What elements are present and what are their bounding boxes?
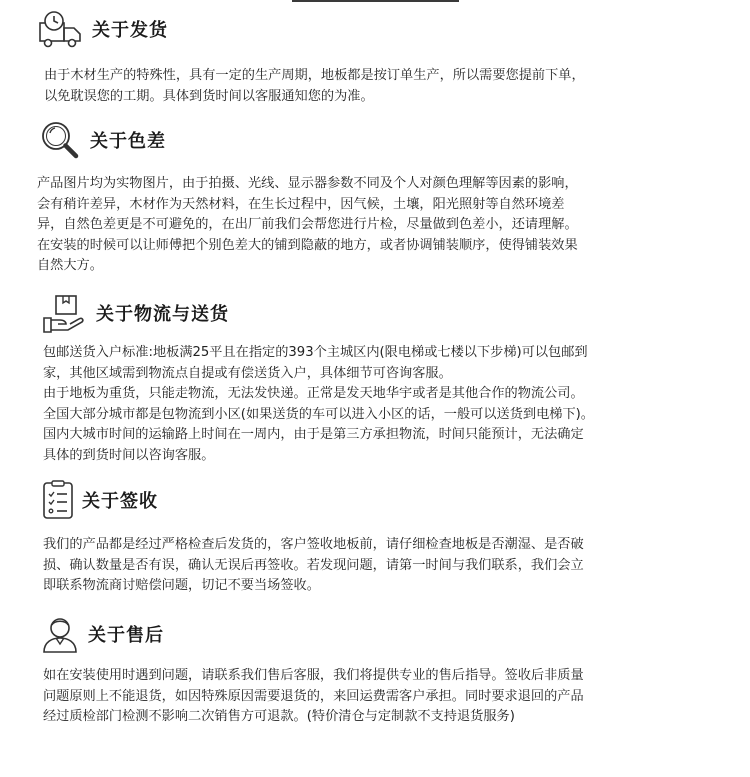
paragraph-line: 我们的产品都是经过严格检查后发货的，客户签收地板前，请仔细检查地板是否潮湿、是否破 (43, 537, 584, 552)
paragraph-line: 以免耽误您的工期。具体到货时间以客服通知您的为准。 (44, 88, 374, 104)
section-aftersale-body (43, 666, 584, 728)
section-title: 关于色差 (90, 131, 166, 152)
paragraph-line: 经过质检部门检测不影响二次销售方可退款。(特价清仓与定制款不支持退货服务) (43, 709, 515, 724)
paragraph-line: 如在安装使用时遇到问题，请联系我们售后客服，我们将提供专业的售后指导。签收后非质量 (43, 668, 584, 683)
section-logistics-header (42, 292, 229, 334)
section-color-header (38, 118, 166, 162)
magnifier-icon (38, 118, 82, 162)
paragraph-line: 即联系物流商讨赔偿问题，切记不要当场签收。 (43, 578, 320, 593)
paragraph-line: 家，其他区域需到物流点自提或有偿送货入户，具体细节可咨询客服。 (43, 365, 452, 381)
paragraph-line: 由于木材生产的特殊性，具有一定的生产周期，地板都是按订单生产，所以需要您提前下单， (44, 68, 585, 83)
paragraph-line: 国内大城市时间的运输路上时间在一周内，由于是第三方承担物流，时间只能预计，无法确定 (43, 427, 584, 442)
section-logistics-body (43, 343, 594, 466)
section-shipping-header (38, 9, 168, 49)
section-title: 关于售后 (88, 625, 164, 646)
user-service-icon (40, 614, 80, 654)
paragraph-line: 包邮送货入户标准:地板满25平且在指定的393个主城区内(限电梯或七楼以下步梯)可以包邮到 (43, 345, 588, 360)
section-color-body (37, 174, 578, 277)
paragraph-line: 损、确认数量是否有误，确认无误后再签收。若发现问题，请第一时间与我们联系，我们会立 (43, 557, 584, 573)
section-signing-header (42, 480, 158, 520)
section-title: 关于签收 (82, 491, 158, 512)
paragraph-line: 会有稍许差异，木材作为天然材料，在生长过程中，因气候，土壤，阳光照射等自然环境差 (37, 196, 565, 212)
checklist-icon (42, 480, 74, 520)
paragraph-line: 全国大部分城市都是包物流到小区(如果送货的车可以进入小区的话，一般可以送货到电梯下)。 (43, 406, 594, 422)
paragraph-line: 由于地板为重货，只能走物流，无法发快递。正常是发天地华宇或者是其他合作的物流公司。 (43, 386, 584, 401)
section-signing-body (43, 535, 584, 597)
section-aftersale-header (40, 614, 164, 654)
paragraph-line: 异，自然色差更是不可避免的，在出厂前我们会帮您进行片检，尽量做到色差小，还请理解。 (37, 217, 578, 232)
paragraph-line: 具体的到货时间以咨询客服。 (43, 447, 215, 463)
paragraph-line: 问题原则上不能退货，如因特殊原因需要退货的，来回运费需客户承担。同时要求退回的产品 (43, 688, 584, 704)
section-title: 关于物流与送货 (96, 304, 229, 325)
top-divider (292, 0, 459, 2)
paragraph-line: 在安装的时候可以让师傅把个别色差大的铺到隐蔽的地方，或者协调铺装顺序，使得铺装效果 (37, 237, 578, 253)
paragraph-line: 自然大方。 (37, 258, 103, 273)
hand-package-icon (42, 292, 88, 334)
delivery-truck-clock-icon (38, 9, 84, 49)
paragraph-line: 产品图片均为实物图片，由于拍摄、光线、显示器参数不同及个人对颜色理解等因素的影响， (37, 176, 578, 191)
section-shipping-body (44, 66, 585, 107)
section-title: 关于发货 (92, 20, 168, 41)
